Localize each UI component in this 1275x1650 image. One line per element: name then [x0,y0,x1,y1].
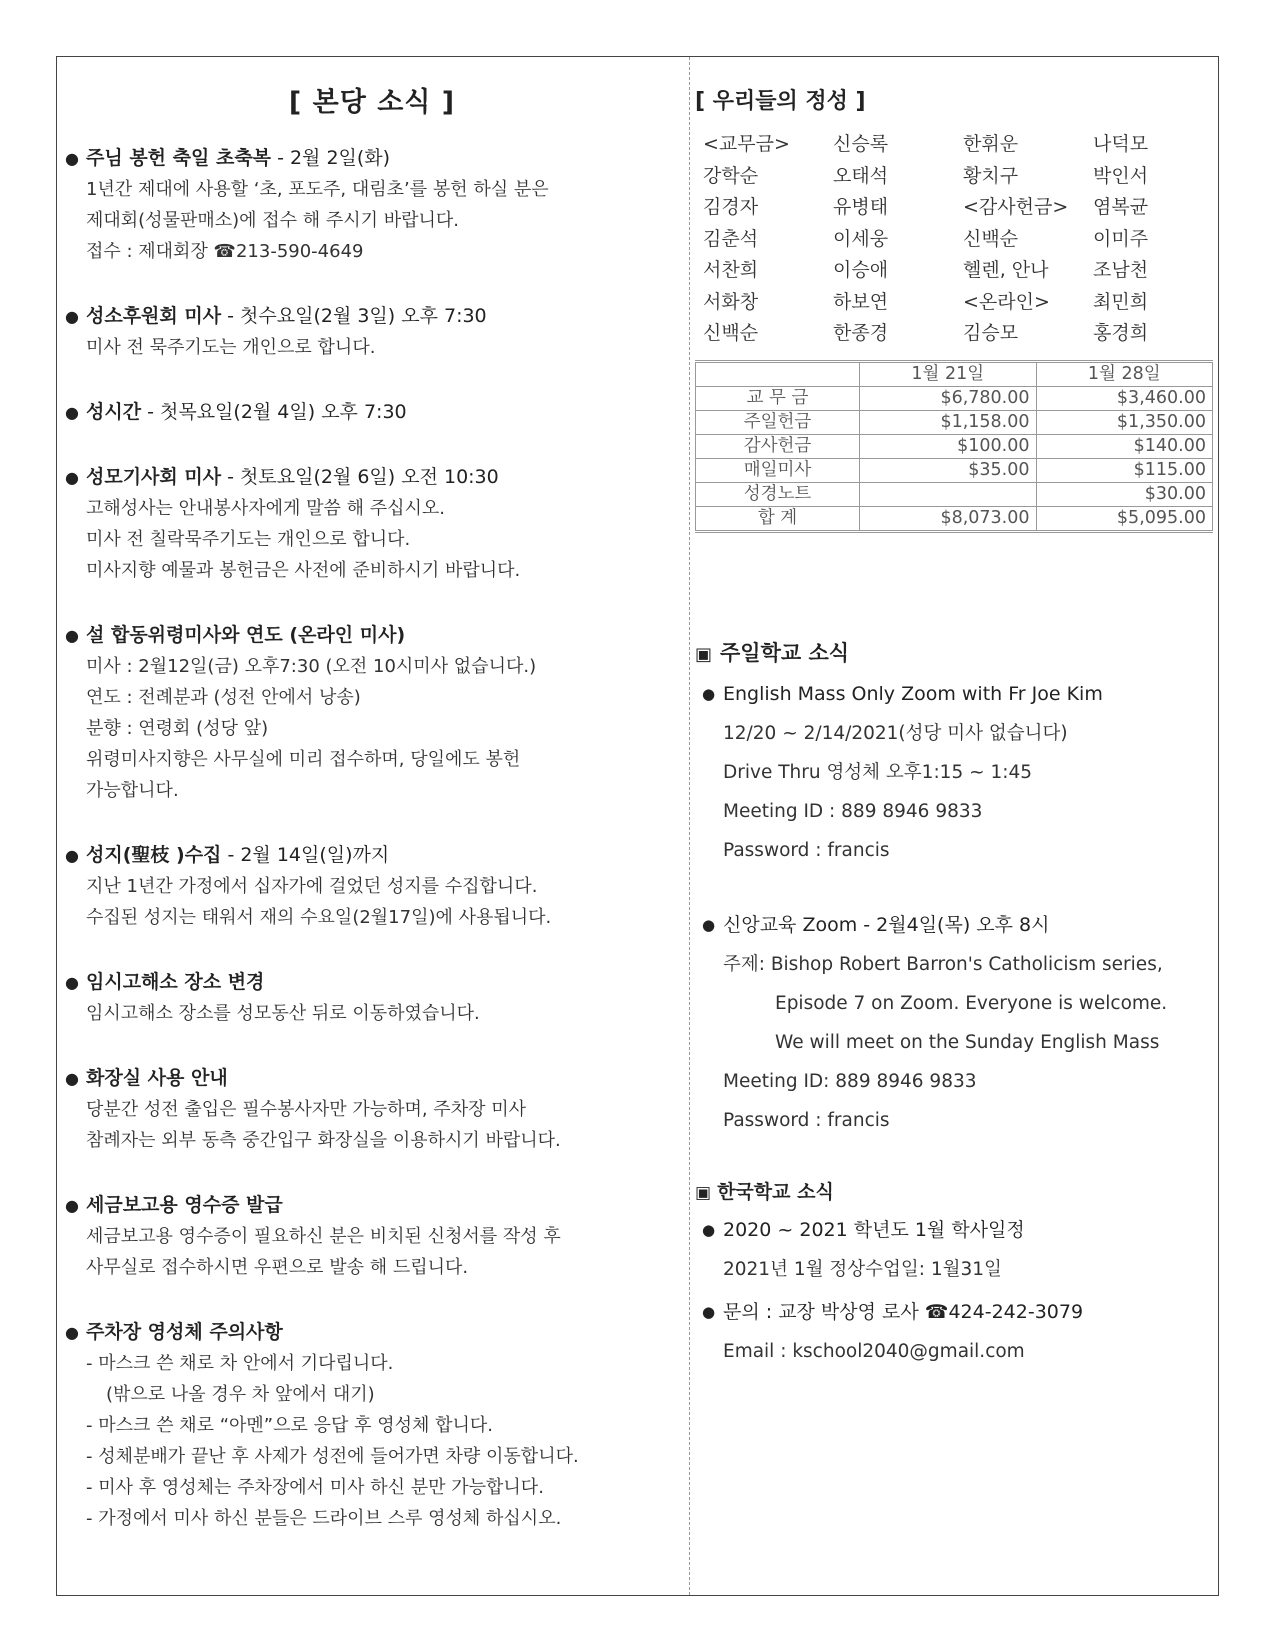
donor-name: 김경자 [703,196,759,218]
column-divider [689,57,690,1595]
donor-name: 신백순 [703,322,759,344]
item-heading: English Mass Only Zoom with Fr Joe Kim [723,682,1103,705]
bullet-icon: ● [65,149,79,168]
news-title: 성지(聖枝 )수집 [86,844,222,866]
news-line: 위령미사지향은 사무실에 미리 접수하며, 당일에도 봉헌 [86,749,521,770]
korean-school-heading [695,1174,1215,1211]
news-line: 미사 : 2월12일(금) 오후7:30 (오전 10시미사 없습니다.) [86,656,537,677]
topic-lines [695,984,1215,1062]
news-date: - 첫토요일(2월 6일) 오전 10:30 [221,466,499,488]
news-line: 참례자는 외부 동측 중간입구 화장실을 이용하시기 바랍니다. [86,1130,561,1151]
item-heading: 2020 ~ 2021 학년도 1월 학사일정 [723,1218,1025,1241]
donor-name: 황치구 [963,164,1019,187]
bullet-icon: ● [65,626,79,645]
news-heading [62,462,682,493]
list-item [695,1211,1215,1250]
bullet-icon: ● [65,1069,79,1088]
amount-cell: $8,073.00 [860,506,1036,531]
item-heading: 신앙교육 Zoom - 2월4일(목) 오후 8시 [723,913,1050,936]
news-line: 미사 전 칠락묵주기도는 개인으로 합니다. [86,529,411,550]
item-line: 2021년 1월 정상수업일: 1월31일 [723,1258,1002,1280]
news-heading [62,620,682,651]
bullet-icon: ● [65,403,79,422]
news-date: - 첫목요일(2월 4일) 오후 7:30 [141,401,407,423]
column-header: 1월 28일 [1036,361,1212,386]
donor-name: 염복균 [1093,196,1149,218]
news-line: 지난 1년간 가정에서 십자가에 걸었던 성지를 수집합니다. [86,876,538,897]
item-lines [695,1332,1215,1371]
item-lines [695,1250,1215,1289]
item-line: Drive Thru 영성체 오후1:15 ~ 1:45 [723,761,1033,783]
news-item [62,397,682,428]
item-line: Meeting ID: 889 8946 9833 [723,1070,977,1092]
square-icon: ▣ [695,1182,712,1203]
donor-name: <온라인> [963,290,1050,313]
donor-name: <교무금> [703,133,790,155]
donor-name: 이미주 [1093,227,1149,250]
news-date: - 2월 14일(일)까지 [221,844,390,866]
right-column [695,84,1215,1371]
table-row [696,386,1213,410]
donor-name: 서화창 [703,290,759,313]
news-heading [62,967,682,998]
amount-cell: $1,158.00 [860,410,1036,434]
news-title: 세금보고용 영수증 발급 [86,1194,283,1216]
item-line: Episode 7 on Zoom. Everyone is welcome. [775,992,1168,1014]
left-column [62,80,682,1568]
news-item [62,967,682,1029]
news-item [62,462,682,586]
news-heading [62,143,682,174]
amount-cell: $5,095.00 [1036,506,1212,531]
bullet-icon: ● [702,1220,716,1239]
news-title: 임시고해소 장소 변경 [86,971,265,993]
news-line: - 마스크 쓴 채로 “아멘”으로 응답 후 영성체 합니다. [86,1415,494,1436]
donor-name: 신승록 [833,133,889,155]
news-line: 분향 : 연령회 (성당 앞) [86,718,269,739]
bullet-icon: ● [65,973,79,992]
sunday-school-heading [695,637,1215,667]
news-title: 주님 봉헌 축일 초축복 [86,147,272,169]
news-item [62,840,682,933]
topic-line: 주제: Bishop Robert Barron's Catholicism series, [723,953,1163,975]
row-label: 합 계 [696,506,860,531]
list-item [695,675,1215,714]
donor-name: 김춘석 [703,227,759,250]
news-line: 연도 : 전례분과 (성전 안에서 낭송) [86,687,361,708]
news-line: 사무실로 접수하시면 우편으로 발송 해 드립니다. [86,1257,469,1278]
amount-cell: $30.00 [1036,482,1212,506]
news-line: - 성체분배가 끝난 후 사제가 성전에 들어가면 차량 이동합니다. [86,1446,579,1467]
news-heading [62,840,682,871]
amount-cell: $3,460.00 [1036,386,1212,410]
news-item [62,1190,682,1283]
news-line: 고해성사는 안내봉사자에게 말씀 해 주십시오. [86,498,445,519]
donor-name: <감사헌금> [963,196,1069,218]
bullet-icon: ● [65,846,79,865]
donor-name: 오태석 [833,164,889,187]
korean-school-title: 한국학교 소식 [717,1180,834,1203]
donor-names-grid [703,129,1215,350]
item-line: Password : francis [723,839,890,861]
news-title: 화장실 사용 안내 [86,1067,228,1089]
news-line: 임시고해소 장소를 성모동산 뒤로 이동하였습니다. [86,1003,480,1024]
row-label: 주일헌금 [696,410,860,434]
item-line: Meeting ID : 889 8946 9833 [723,800,983,822]
bullet-icon: ● [65,307,79,326]
news-item [62,301,682,363]
item-line: Password : francis [723,1109,890,1131]
donor-name: 이승애 [833,259,889,281]
bullet-icon: ● [65,1323,79,1342]
news-line: 미사지향 예물과 봉헌금은 사전에 준비하시기 바랍니다. [86,560,521,581]
news-title: 성소후원회 미사 [86,305,222,327]
donor-name: 나덕모 [1093,133,1149,155]
donor-name: 한휘운 [963,133,1019,155]
news-line: 수집된 성지는 태워서 재의 수요일(2월17일)에 사용됩니다. [86,907,552,928]
bullet-icon: ● [702,1302,716,1321]
news-line: 미사 전 묵주기도는 개인으로 합니다. [86,337,376,358]
table-header-row [696,361,1213,386]
donor-name: 최민희 [1093,290,1149,313]
news-heading [62,301,682,332]
news-heading [62,1190,682,1221]
amount-cell: $100.00 [860,434,1036,458]
news-line: - 마스크 쓴 채로 차 안에서 기다립니다. [86,1353,394,1374]
table-row [696,410,1213,434]
amount-cell: $140.00 [1036,434,1212,458]
row-label: 성경노트 [696,482,860,506]
news-line: - 미사 후 영성체는 주차장에서 미사 하신 분만 가능합니다. [86,1477,544,1498]
news-line: 세금보고용 영수증이 필요하신 분은 비치된 신청서를 작성 후 [86,1226,561,1247]
parish-news-title: [ 본당 소식 ] [288,87,456,118]
table-row [696,506,1213,531]
amount-cell: $35.00 [860,458,1036,482]
bullet-icon: ● [702,684,716,703]
donor-name: 이세웅 [833,227,889,250]
bullet-icon: ● [65,468,79,487]
amount-cell [860,482,1036,506]
item-line: 12/20 ~ 2/14/2021(성당 미사 없습니다) [723,722,1068,744]
donor-name: 강학순 [703,164,759,187]
news-title: 설 합동위령미사와 연도 (온라인 미사) [86,624,406,646]
news-item [62,620,682,806]
news-item [62,143,682,267]
donor-name: 한종경 [833,322,889,344]
news-date: - 첫수요일(2월 3일) 오후 7:30 [221,305,487,327]
list-item [695,1293,1215,1332]
row-label: 교 무 금 [696,386,860,410]
news-item [62,1317,682,1534]
news-heading [62,1063,682,1094]
news-title: 성모기사회 미사 [86,466,222,488]
list-item [695,906,1215,945]
donor-name: 홍경희 [1093,322,1149,344]
news-title: 주차장 영성체 주의사항 [86,1321,283,1343]
table-row [696,458,1213,482]
table-row [696,482,1213,506]
item-lines [695,1062,1215,1140]
amount-cell: $1,350.00 [1036,410,1212,434]
donor-name: 조남천 [1093,259,1149,281]
news-line: 1년간 제대에 사용할 ‘초, 포도주, 대림초’를 봉헌 하실 분은 [86,179,549,200]
bullet-icon: ● [65,1196,79,1215]
donor-name: 박인서 [1093,164,1149,187]
offerings-title: [ 우리들의 정성 ] [695,89,866,114]
news-title: 성시간 [86,401,142,423]
news-date: - 2월 2일(화) [271,147,391,169]
offering-table [695,360,1213,533]
item-heading: 문의 : 교장 박상영 로사 ☎424-242-3079 [723,1300,1084,1323]
amount-cell: $6,780.00 [860,386,1036,410]
item-line: Email : kschool2040@gmail.com [723,1340,1025,1362]
bullet-icon: ● [702,915,716,934]
row-label: 감사헌금 [696,434,860,458]
donor-name: 신백순 [963,227,1019,250]
news-line: 접수 : 제대회장 ☎213-590-4649 [86,241,364,262]
item-line: We will meet on the Sunday English Mass [775,1031,1160,1053]
column-header: 1월 21일 [860,361,1036,386]
column-header [696,361,860,386]
news-line: 제대회(성물판매소)에 접수 해 주시기 바랍니다. [86,210,460,231]
donor-name: 유병태 [833,196,889,218]
news-heading [62,1317,682,1348]
news-heading [62,397,682,428]
parish-news-list [62,143,682,1534]
donor-name: 헬렌, 안나 [963,259,1049,281]
donor-name: 서찬희 [703,259,759,281]
amount-cell: $115.00 [1036,458,1212,482]
row-label: 매일미사 [696,458,860,482]
news-line: (밖으로 나올 경우 차 앞에서 대기) [106,1384,375,1405]
news-item [62,1063,682,1156]
item-lines [695,714,1215,870]
donor-name: 김승모 [963,322,1019,344]
square-icon: ▣ [695,643,713,665]
news-line: 가능합니다. [86,780,179,801]
table-row [696,434,1213,458]
sunday-school-title: 주일학교 소식 [720,640,850,665]
donor-name: 하보연 [833,290,889,313]
news-line: 당분간 성전 출입은 필수봉사자만 가능하며, 주차장 미사 [86,1099,526,1120]
news-line: - 가정에서 미사 하신 분들은 드라이브 스루 영성체 하십시오. [86,1508,562,1529]
